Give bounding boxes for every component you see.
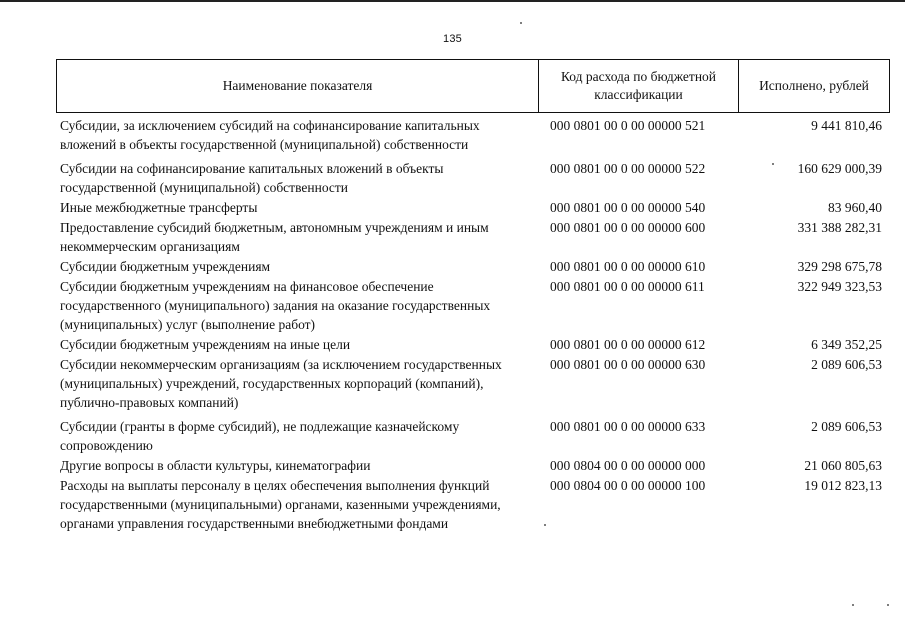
- row-value: 83 960,40: [828, 200, 882, 215]
- row-code: 000 0804 00 0 00 00000 100: [550, 478, 706, 493]
- row-code: 000 0801 00 0 00 00000 610: [550, 259, 706, 274]
- row-code: 000 0801 00 0 00 00000 611: [550, 279, 705, 294]
- row-name: Субсидии (гранты в форме субсидий), не подлежащие казначейскому сопровождению: [60, 419, 460, 453]
- row-code: 000 0801 00 0 00 00000 633: [550, 419, 706, 434]
- scan-speck: [887, 604, 889, 606]
- header-name: Наименование показателя: [57, 60, 539, 112]
- row-value: 331 388 282,31: [797, 220, 882, 235]
- table-row: [60, 277, 890, 334]
- header-code: Код расхода по бюджетной классификации: [539, 60, 739, 112]
- row-name: Иные межбюджетные трансферты: [60, 200, 258, 215]
- row-code: 000 0801 00 0 00 00000 600: [550, 220, 706, 235]
- table-row: [60, 198, 890, 217]
- row-value: 2 089 606,53: [811, 357, 882, 372]
- row-value: 329 298 675,78: [797, 259, 882, 274]
- row-value: 19 012 823,13: [804, 478, 882, 493]
- row-code: 000 0801 00 0 00 00000 522: [550, 161, 706, 176]
- scan-speck: [852, 604, 854, 606]
- row-name: Субсидии бюджетным учреждениям на иные цели: [60, 337, 351, 352]
- row-value: 6 349 352,25: [811, 337, 882, 352]
- table-header: [56, 59, 890, 113]
- row-value: 21 060 805,63: [804, 458, 882, 473]
- row-name: Субсидии, за исключением субсидий на софинансирование капитальных вложений в объекты государственной (муниципальной) собственности: [60, 118, 480, 152]
- row-value: 160 629 000,39: [797, 161, 882, 176]
- row-name: Другие вопросы в области культуры, кинематографии: [60, 458, 371, 473]
- row-name: Предоставление субсидий бюджетным, автономным учреждениям и иным некоммерческим организациям: [60, 220, 489, 254]
- header-value: Исполнено, рублей: [759, 78, 869, 93]
- table-row: [60, 456, 890, 475]
- table-row: [60, 355, 890, 412]
- page-top-border: [0, 0, 905, 2]
- table-row: [60, 417, 890, 455]
- row-name: Субсидии бюджетным учреждениям: [60, 259, 271, 274]
- row-value: 2 089 606,53: [811, 419, 882, 434]
- row-value: 322 949 323,53: [797, 279, 882, 294]
- row-name: Расходы на выплаты персоналу в целях обеспечения выполнения функций государственными (муниципальными) органами, казенными учреждениями, органами управления государственными внебюджетными фондами: [60, 478, 501, 531]
- table-row: [60, 218, 890, 256]
- row-code: 000 0801 00 0 00 00000 521: [550, 118, 706, 133]
- row-name: Субсидии некоммерческим организациям (за исключением государственных (муниципальных) учреждений, государственных корпораций (компаний), публично-правовых компаний): [60, 357, 502, 410]
- scan-speck: [520, 22, 522, 24]
- scan-speck: [772, 163, 774, 165]
- page-number: 135: [443, 33, 462, 45]
- table-body: [60, 116, 890, 533]
- row-name: Субсидии на софинансирование капитальных вложений в объекты государственной (муниципальной) собственности: [60, 161, 444, 195]
- table-row: [60, 257, 890, 276]
- table-row: [60, 476, 890, 533]
- scan-speck: [544, 524, 546, 526]
- table-row: [60, 335, 890, 354]
- row-code: 000 0801 00 0 00 00000 540: [550, 200, 706, 215]
- table-row: [60, 159, 890, 197]
- row-code: 000 0804 00 0 00 00000 000: [550, 458, 706, 473]
- table-row: [60, 116, 890, 154]
- row-code: 000 0801 00 0 00 00000 630: [550, 357, 706, 372]
- row-name: Субсидии бюджетным учреждениям на финансовое обеспечение государственного (муниципального) задания на оказание государственных (муниципальных) услуг (выполнение работ): [60, 279, 491, 332]
- row-code: 000 0801 00 0 00 00000 612: [550, 337, 706, 352]
- row-value: 9 441 810,46: [811, 118, 882, 133]
